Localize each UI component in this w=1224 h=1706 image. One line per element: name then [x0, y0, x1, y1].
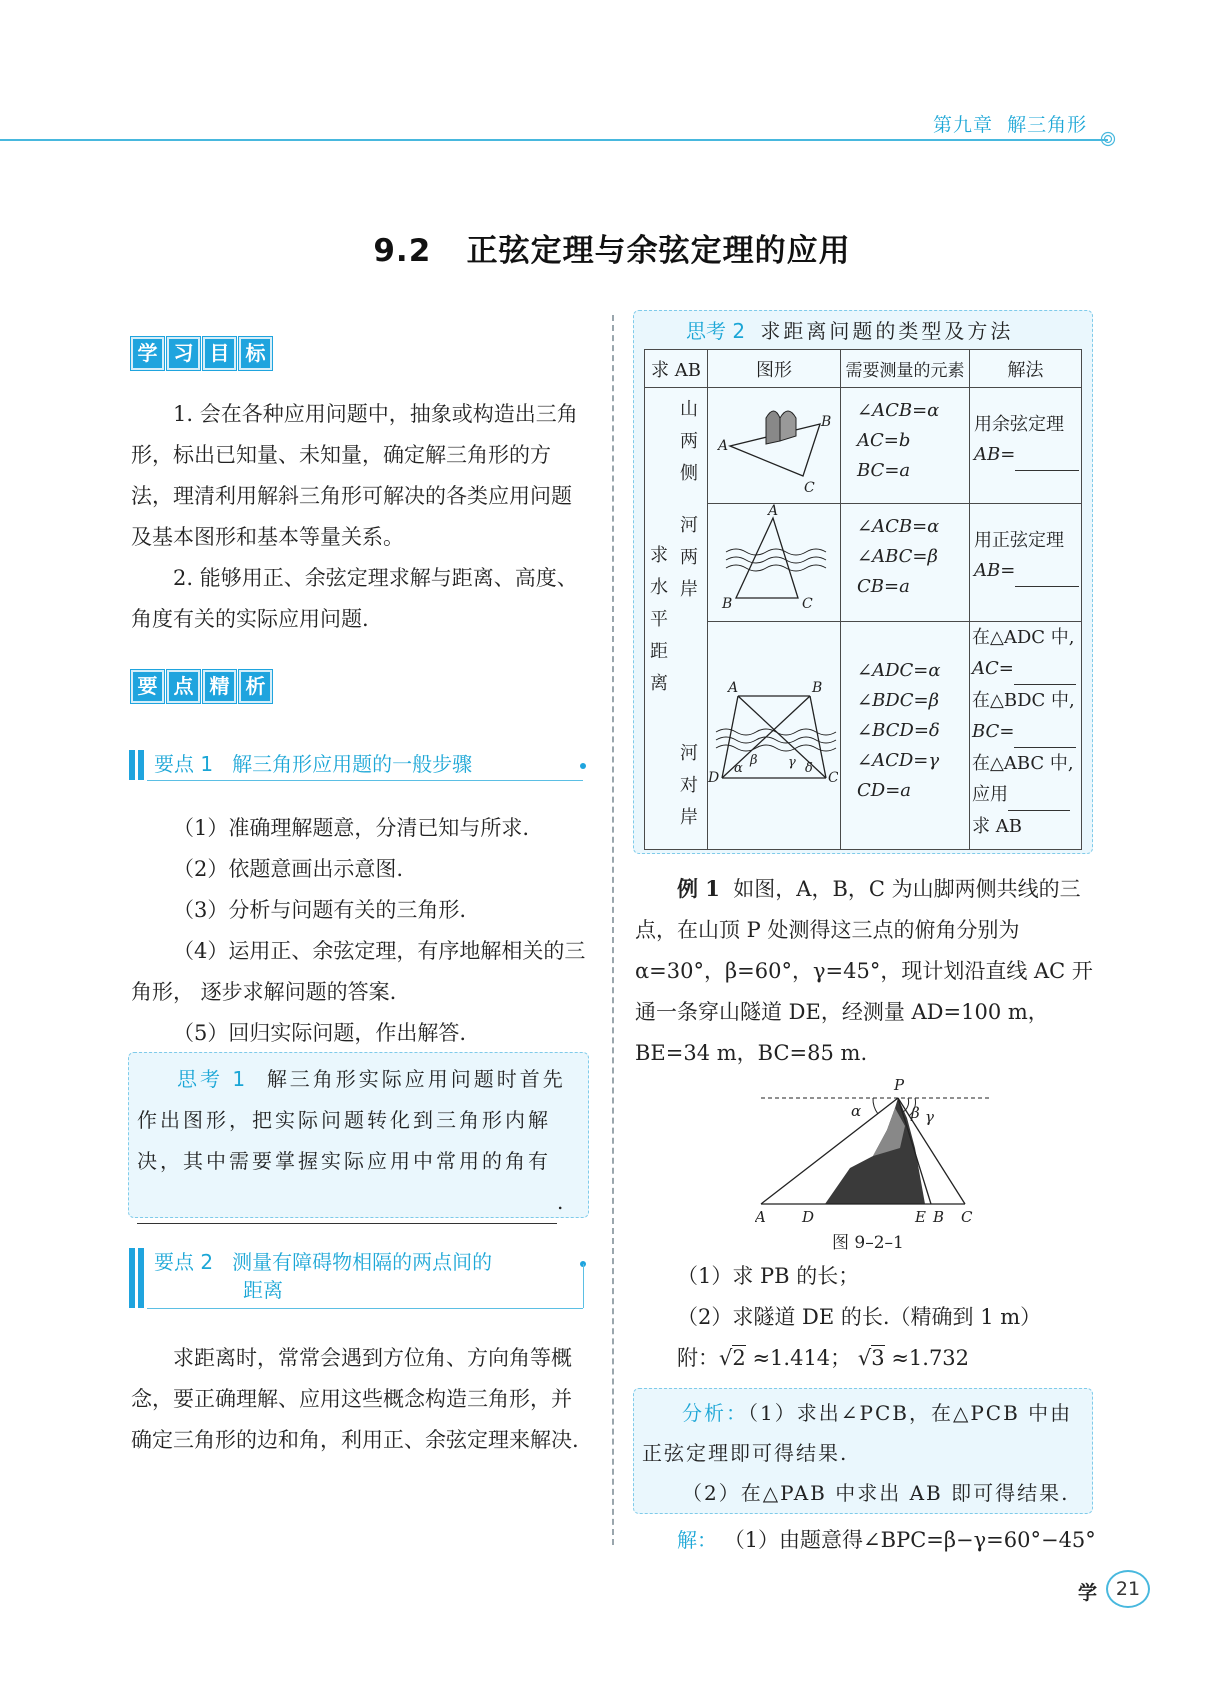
keypoint-1-underline	[147, 780, 583, 781]
table-row	[645, 388, 1082, 504]
answer-blank	[1014, 653, 1076, 685]
badge-char: 习	[167, 337, 200, 370]
figure-label: C	[804, 480, 815, 496]
question-2: （2）求隧道 DE 的长.（精确到 1 m）	[677, 1305, 1042, 1329]
method-item: 求 AB	[972, 816, 1022, 837]
keypoint-2-text: 求距离时，常常会遇到方位角、方向角等概念，要正确理解、应用这些概念构造三角形，并确定三角形的边和角，利用正、余弦定理来解决.	[131, 1346, 579, 1452]
mountain-figure	[708, 388, 838, 498]
figure-label: γ	[925, 1108, 934, 1126]
example-figure	[755, 1078, 995, 1226]
solution	[635, 1520, 1105, 1561]
badge-char: 学	[131, 337, 164, 370]
step-2: （2）依题意画出示意图.	[173, 857, 404, 881]
method-cell	[970, 622, 1082, 850]
figure-label: α	[734, 761, 743, 776]
element-item: ∠ACB=α	[857, 400, 940, 421]
objective-1: 1. 会在各种应用问题中，抽象或构造出三角形，标出已知量、未知量，确定解三角形的方法，理清利用解斜三角形可解决的各类应用问题及基本图形和基本等量关系。	[131, 402, 578, 549]
method-cell	[970, 388, 1082, 504]
figure-label: A	[728, 680, 739, 696]
element-item: ∠ABC=β	[857, 546, 938, 567]
header-cell: 需要测量的元素	[841, 350, 970, 388]
badge-char: 点	[167, 670, 200, 703]
section-title: 正弦定理与余弦定理的应用	[466, 233, 851, 269]
method-item: AC=	[972, 658, 1014, 679]
header-cell: 图形	[708, 350, 841, 388]
think-1-text	[137, 1059, 580, 1224]
across-river-figure	[708, 668, 838, 798]
think-1-tail: .	[557, 1190, 567, 1214]
method-item: 在△BDC 中,	[972, 690, 1075, 711]
figure-caption: 图 9–2–1	[832, 1233, 904, 1253]
method-item: 用正弦定理	[974, 530, 1064, 551]
example-1	[635, 868, 1093, 1074]
element-item: ∠ACB=α	[857, 516, 940, 537]
analysis-line-1: （1）求出∠PCB，在△PCB 中由正弦定理即可得结果.	[642, 1401, 1073, 1465]
think-2-box	[633, 310, 1093, 854]
keypoint-bars	[129, 750, 144, 780]
figure-label: D	[708, 770, 720, 786]
chapter-title: 解三角形	[1007, 114, 1088, 136]
method-item: BC=	[972, 721, 1015, 742]
method-item: AB=	[974, 560, 1016, 581]
element-item: ∠BDC=β	[857, 690, 940, 711]
think-2-title: 求距离问题的类型及方法	[760, 319, 1014, 343]
badge-char: 析	[239, 670, 272, 703]
header-cell: 解法	[970, 350, 1082, 388]
method-cell	[970, 504, 1082, 622]
figure-label: P	[894, 1078, 905, 1094]
element-item: CB=a	[857, 576, 910, 597]
figure-label: C	[828, 770, 838, 786]
objective-2: 2. 能够用正、余弦定理求解与距离、高度、角度有关的实际应用问题.	[131, 566, 578, 631]
analysis-label: 分析：	[682, 1401, 748, 1425]
figure-label: B	[812, 680, 823, 696]
answer-blank	[1008, 779, 1070, 811]
step-3: （3）分析与问题有关的三角形.	[173, 898, 467, 922]
element-item: AC=b	[857, 430, 911, 451]
elements-cell	[841, 388, 970, 504]
example-questions	[635, 1256, 1093, 1379]
table-header-row	[645, 350, 1082, 388]
keypoints-badge	[131, 670, 272, 703]
note-value: ≈1.732	[891, 1346, 970, 1370]
method-item: 用余弦定理	[974, 414, 1064, 435]
badge-char: 要	[131, 670, 164, 703]
figure-label: B	[722, 596, 733, 612]
keypoint-2-title-2: 距离	[243, 1278, 283, 1302]
step-5: （5）回归实际问题，作出解答.	[173, 1021, 467, 1045]
figure-label: β	[750, 753, 758, 768]
figure-label: A	[755, 1208, 766, 1226]
solution-text: （1）由题意得∠BPC=β−γ=60°−45°	[723, 1528, 1096, 1552]
figure-cell	[708, 622, 841, 850]
case-river: 河两岸	[680, 515, 698, 600]
figure-cell	[708, 388, 841, 504]
method-item: 在△ABC 中,	[972, 753, 1074, 774]
note-prefix: 附：	[677, 1346, 719, 1370]
header-cell: 求 AB	[645, 350, 708, 388]
running-header	[933, 110, 1087, 137]
chapter-number: 第九章	[933, 114, 994, 136]
steps-list	[131, 808, 591, 1054]
method-item: 应用	[972, 784, 1008, 805]
step-4: （4）运用正、余弦定理，有序地解相关的三角形， 逐步求解问题的答案.	[131, 939, 586, 1004]
section-number: 9.2	[373, 233, 432, 269]
table-row	[645, 622, 1082, 850]
keypoint-2-stem	[583, 1264, 584, 1308]
header-rule	[0, 139, 1108, 141]
elements-cell	[841, 504, 970, 622]
table-row	[645, 504, 1082, 622]
figure-label: D	[802, 1208, 815, 1226]
column-divider	[612, 315, 614, 1545]
example-text: 如图，A，B，C 为山脚两侧共线的三点，在山顶 P 处测得这三点的俯角分别为 α=30°，β=60°，γ=45°，现计划沿直线 AC 开通一条穿山隧道 DE，经测量 AD=100 m，BE=34 m，BC=85 m.	[635, 877, 1093, 1065]
element-item: ∠ADC=α	[857, 660, 941, 681]
solution-label: 解：	[677, 1528, 717, 1552]
think-1-body: 解三角形实际应用问题时首先作出图形，把实际问题转化到三角形内解决，其中需要掌握实际应用中常用的角有	[137, 1067, 566, 1173]
radicand: 2	[732, 1346, 746, 1370]
think-1-label: 思考 1	[177, 1067, 249, 1091]
keypoint-bars	[129, 1248, 144, 1308]
answer-blank	[1014, 716, 1076, 748]
keypoint-1-label: 要点 1	[154, 752, 214, 776]
example-label: 例 1	[677, 876, 720, 901]
element-item: CD=a	[857, 780, 912, 801]
keypoint-1-dot	[580, 763, 586, 769]
figure-label: β	[911, 1104, 920, 1122]
group-label: 求水平距离	[650, 545, 668, 694]
figure-label: B	[821, 414, 832, 430]
figure-label: A	[718, 438, 729, 454]
figure-label: C	[802, 596, 813, 612]
footer-label: 学	[1078, 1582, 1098, 1604]
element-item: BC=a	[857, 460, 911, 481]
badge-char: 精	[203, 670, 236, 703]
objectives-badge	[131, 337, 272, 370]
method-item: AB=	[974, 444, 1016, 465]
answer-blank	[1015, 440, 1079, 471]
badge-char: 目	[203, 337, 236, 370]
method-item: 在△ADC 中,	[972, 627, 1075, 648]
radicand: 3	[871, 1346, 885, 1370]
page-number: 21	[1106, 1570, 1150, 1608]
answer-blank	[137, 1182, 557, 1224]
figure-label: A	[768, 504, 779, 519]
sqrt-3: √3	[857, 1346, 885, 1370]
figure-label: α	[851, 1102, 862, 1120]
element-item: ∠ACD=γ	[857, 750, 940, 771]
step-1: （1）准确理解题意，分清已知与所求.	[173, 816, 530, 840]
question-1: （1）求 PB 的长；	[677, 1264, 860, 1288]
figure-label: E	[915, 1208, 926, 1226]
figure-cell	[708, 504, 841, 622]
sqrt-2: √2	[719, 1346, 746, 1370]
keypoint-1-header	[129, 750, 472, 780]
analysis-box	[633, 1388, 1093, 1514]
keypoint-2-title-1: 测量有障碍物相隔的两点间的	[232, 1250, 493, 1274]
element-item: ∠BCD=δ	[857, 720, 940, 741]
figure-label: γ	[788, 755, 796, 770]
keypoint-1-title: 解三角形应用题的一般步骤	[232, 752, 473, 776]
keypoint-2-underline	[147, 1308, 583, 1309]
badge-char: 标	[239, 337, 272, 370]
figure-label: δ	[805, 761, 813, 776]
appendix-note	[635, 1338, 1093, 1379]
header-circle-ornament	[1100, 131, 1116, 147]
river-figure	[708, 504, 838, 616]
objectives-text	[131, 394, 589, 640]
elements-cell	[841, 622, 970, 850]
think-2-label: 思考 2	[686, 319, 746, 343]
think-1-box	[128, 1052, 589, 1218]
case-across-river: 河对岸	[680, 743, 698, 828]
case-column	[645, 388, 708, 850]
answer-blank	[1015, 556, 1079, 587]
keypoint-2-label: 要点 2	[154, 1250, 214, 1274]
figure-label: C	[961, 1208, 973, 1226]
method-table	[644, 349, 1082, 850]
page-title	[0, 225, 1224, 270]
analysis-line-2: （2）在△PAB 中求出 AB 即可得结果.	[682, 1481, 1070, 1505]
case-mountain: 山两侧	[680, 399, 698, 484]
keypoint-2-header	[129, 1248, 492, 1308]
note-value: ≈1.414；	[752, 1346, 852, 1370]
figure-label: B	[933, 1208, 945, 1226]
